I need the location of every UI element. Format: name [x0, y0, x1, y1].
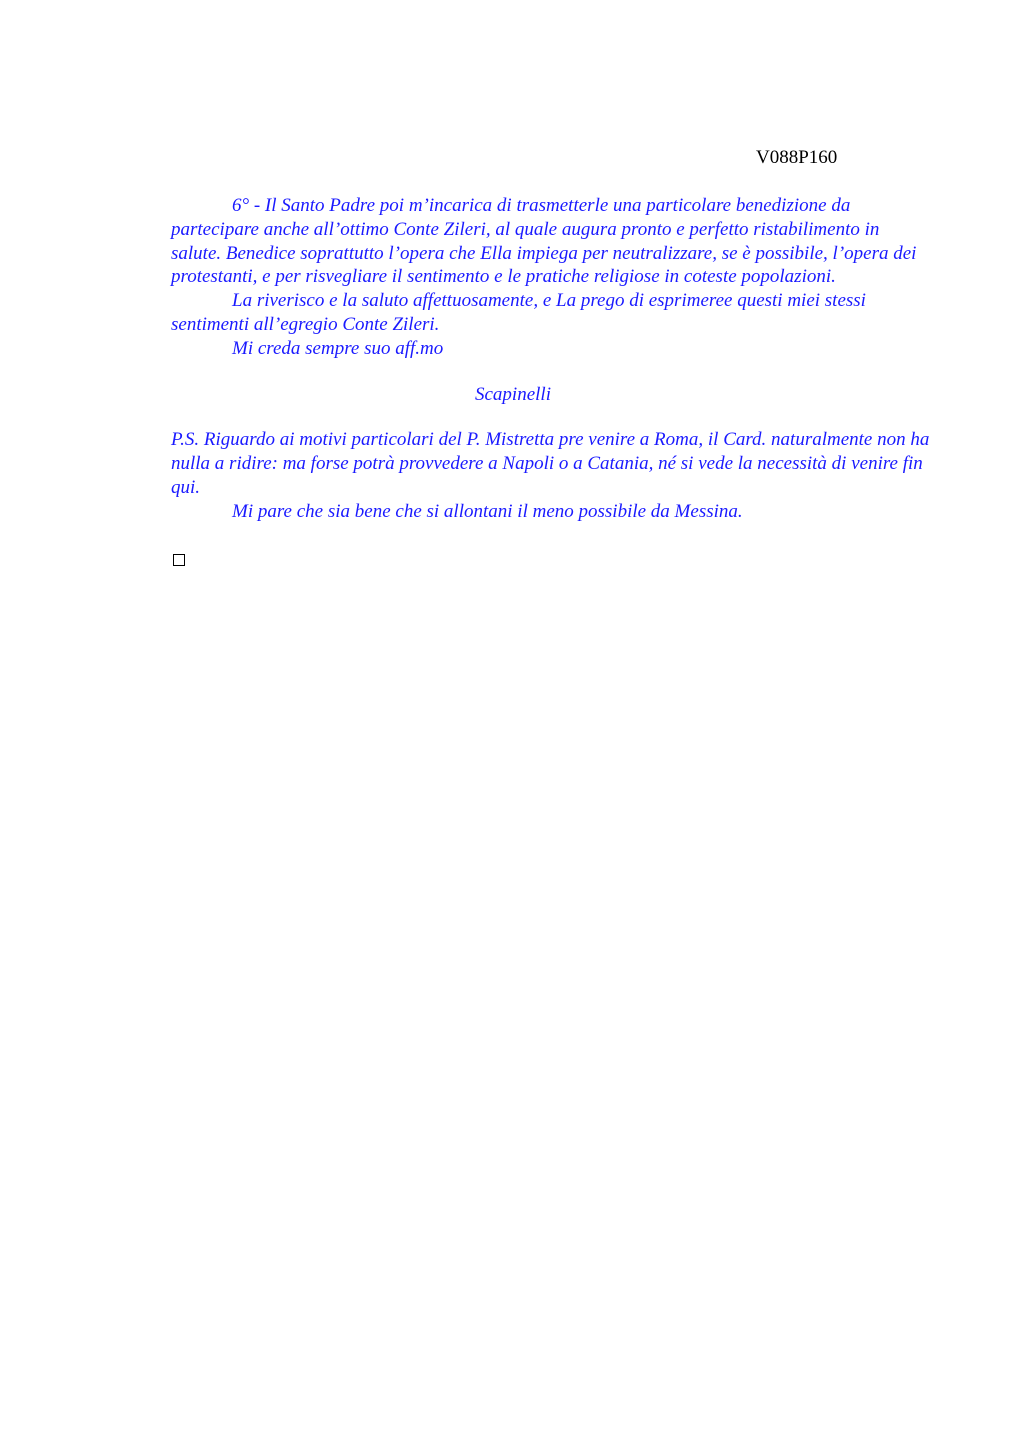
letter-body — [171, 194, 931, 524]
paragraph-blessing: 6° - Il Santo Padre poi m’incarica di trasmetterle una particolare benedizione da partecipare anche all’ottimo Conte Zileri, al quale augura pronto e perfetto ristabilimento in salute. Benedice soprattutto l’opera che Ella impiega per neutralizzare, se è possibile, l’opera dei protestanti, e per risvegliare il sentimento e le pratiche religiose in coteste popolazioni. — [171, 195, 917, 288]
paragraph-closing: Mi creda sempre suo aff.mo — [232, 337, 444, 359]
empty-box-icon — [173, 554, 185, 566]
page-reference: V088P160 — [756, 147, 838, 168]
signature: Scapinelli — [475, 383, 551, 405]
paragraph-greeting: La riverisco e la saluto affettuosamente, e La prego di esprimeree questi miei stessi sentimenti all’egregio Conte Zileri. — [171, 290, 866, 335]
postscript-note: Mi pare che sia bene che si allontani il meno possibile da Messina. — [232, 500, 743, 522]
postscript-paragraph: P.S. Riguardo ai motivi particolari del P. Mistretta pre venire a Roma, il Card. naturalmente non ha nulla a ridire: ma forse potrà provvedere a Napoli o a Catania, né si vede la necessità di venire fin qui. — [171, 429, 930, 498]
